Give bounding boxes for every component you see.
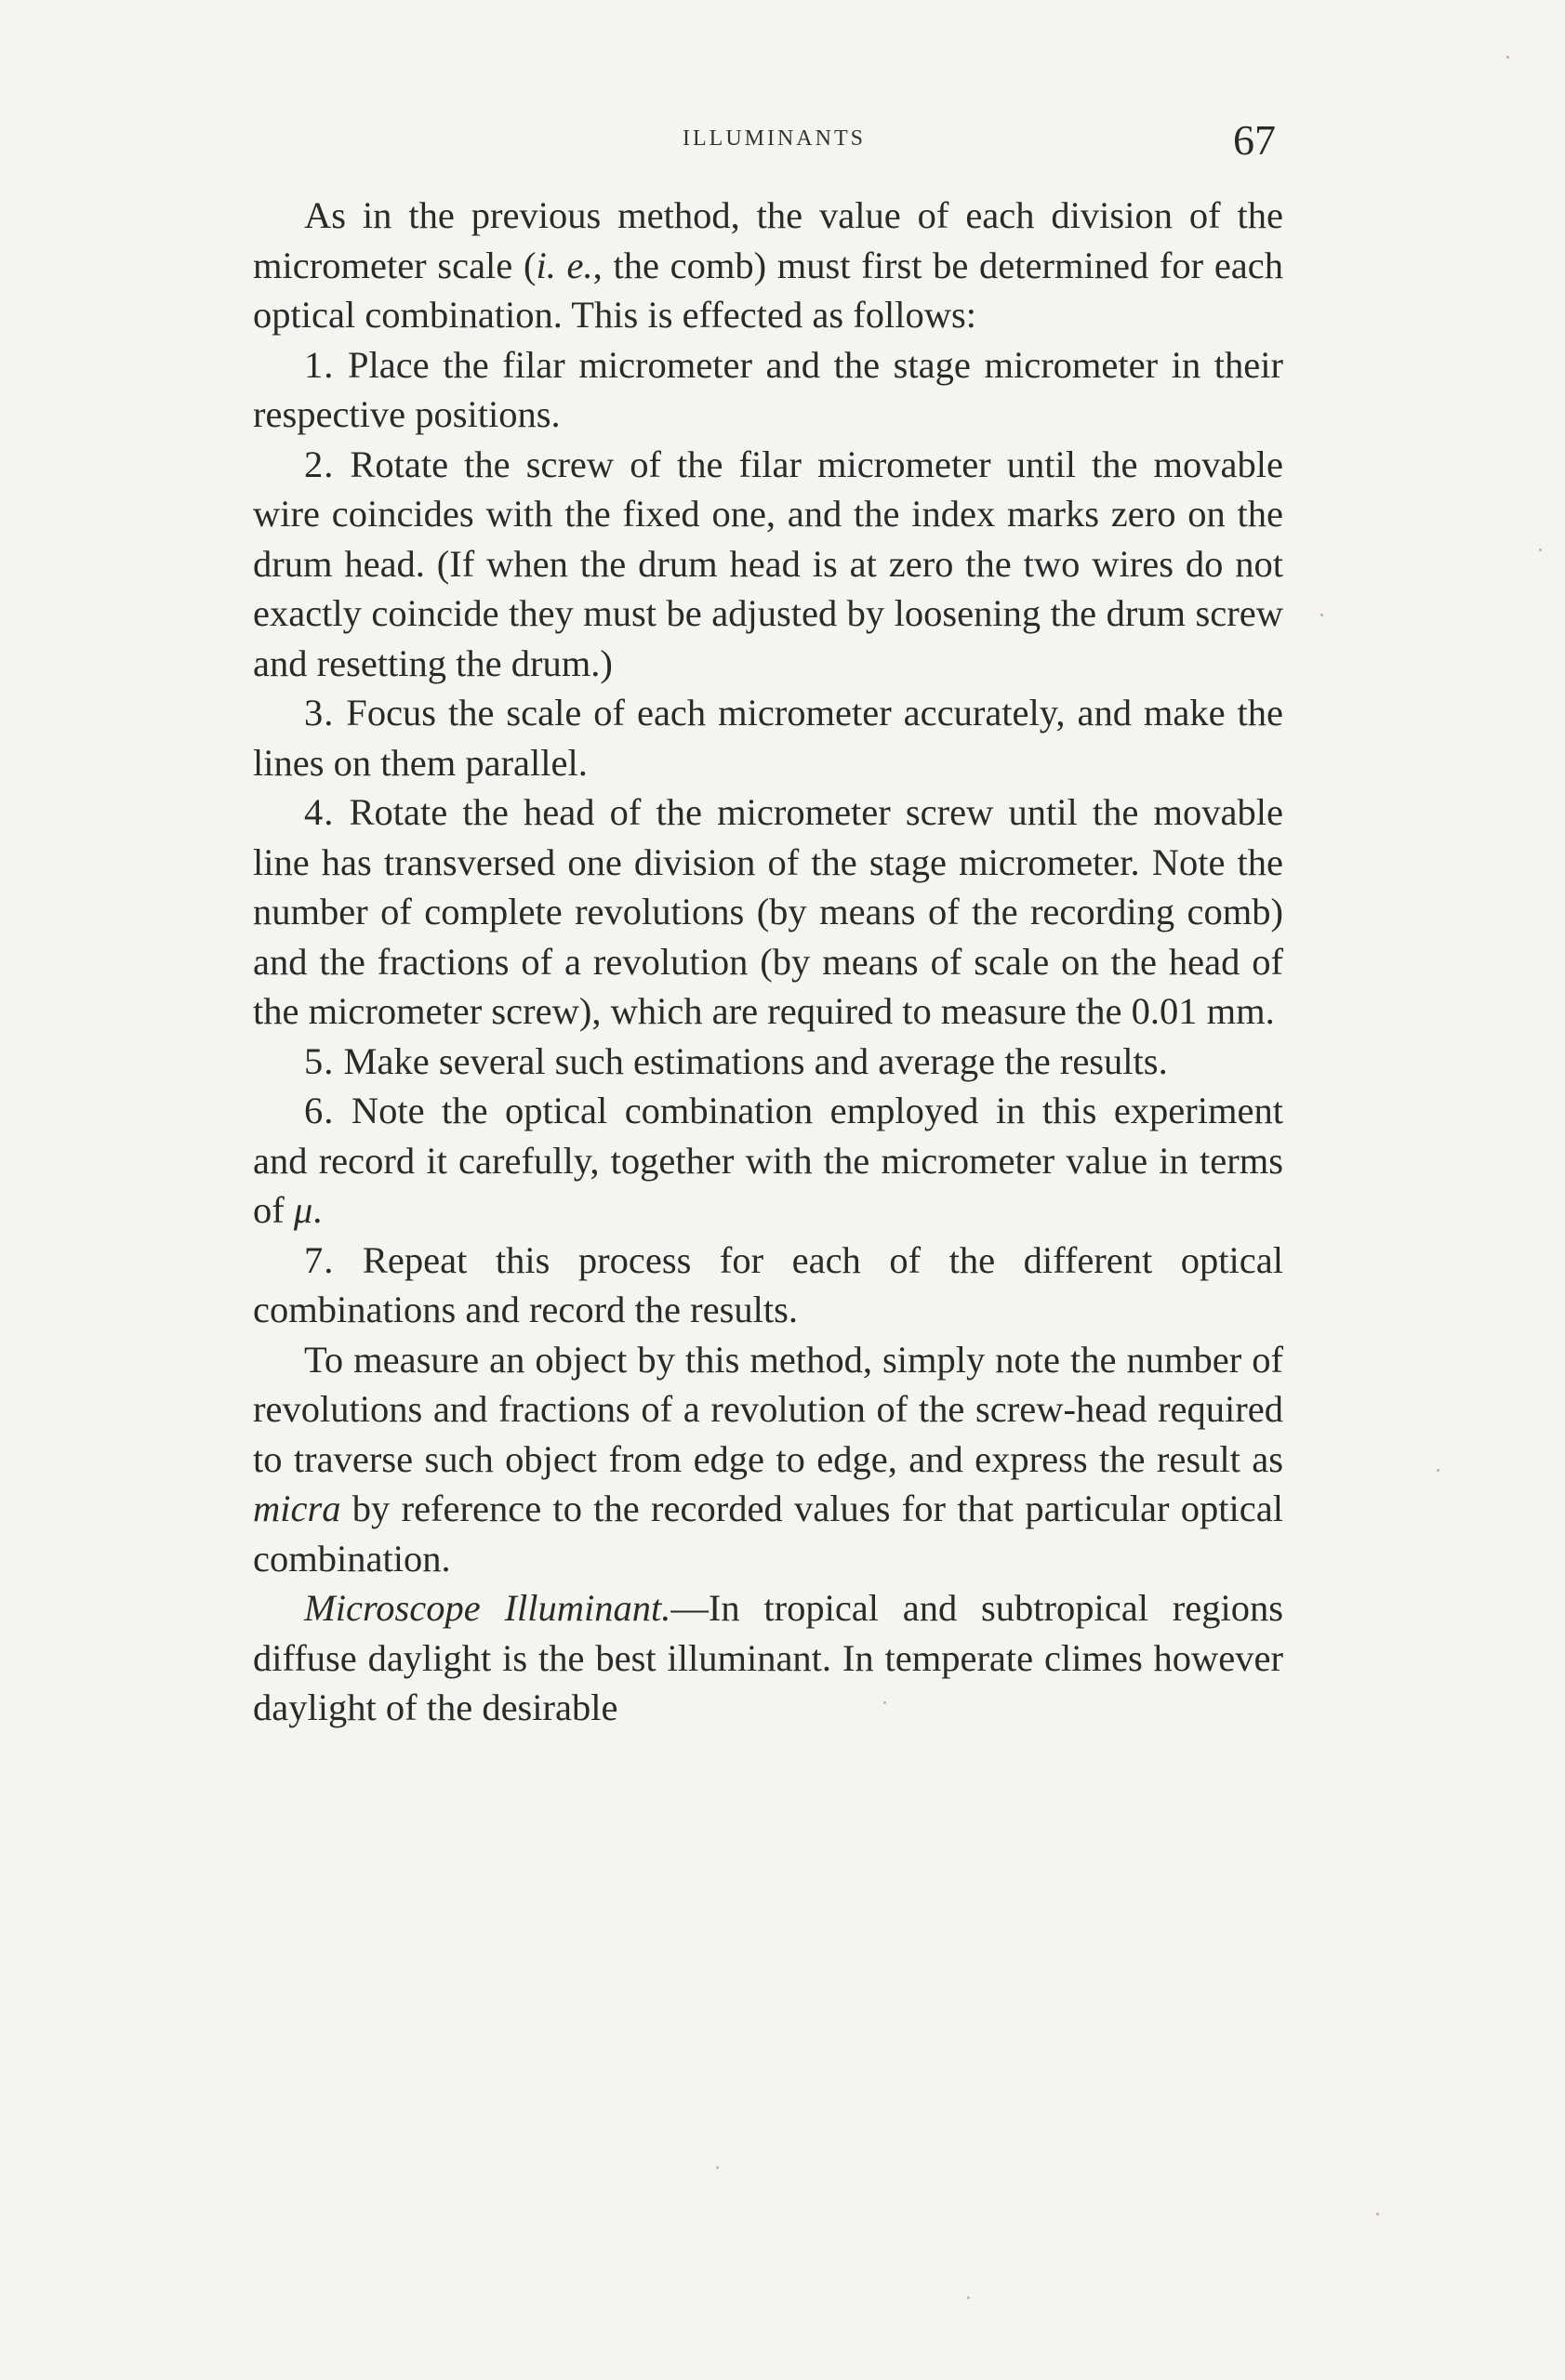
speck bbox=[883, 1701, 886, 1704]
step-number: 6. bbox=[304, 1090, 335, 1131]
paragraph-text: As in the previous method, the value of each division of the micrometer scale ( bbox=[253, 194, 1283, 286]
step-3 bbox=[253, 688, 1283, 787]
step-text: Rotate the head of the micrometer screw until the movable line has transversed one division of the stage micrometer. Note the number of complete revolutions (by means of the recording comb) and the fractions of a revolution (by means of scale on the head of the micrometer screw), which are required to measure the 0.01 mm. bbox=[253, 791, 1283, 1032]
step-7 bbox=[253, 1236, 1283, 1335]
step-text: Repeat this process for each of the different optical combinations and record the results. bbox=[253, 1238, 1283, 1330]
running-head bbox=[256, 116, 1293, 171]
step-4 bbox=[253, 787, 1283, 1037]
speck bbox=[1506, 56, 1509, 59]
paragraph-intro bbox=[253, 191, 1283, 340]
speck bbox=[1376, 2213, 1379, 2215]
paragraph-text: by reference to the recorded values for that particular optical combination. bbox=[253, 1488, 1283, 1580]
step-number: 7. bbox=[304, 1238, 335, 1281]
step-number: 2. bbox=[304, 443, 335, 485]
running-title: ILLUMINANTS bbox=[683, 126, 866, 151]
step-1 bbox=[253, 340, 1283, 440]
paragraph-measure bbox=[253, 1335, 1283, 1584]
step-text: Focus the scale of each micrometer accurately, and make the lines on them parallel. bbox=[253, 692, 1283, 784]
speck bbox=[716, 2166, 719, 2169]
paragraph-text: , the comb) must first be determined for each optical combination. This is effected as follows: bbox=[253, 244, 1283, 336]
speck bbox=[1320, 614, 1323, 616]
speck bbox=[1539, 549, 1542, 551]
paragraph-text: —In tropical and subtropical regions diffuse daylight is the best illuminant. In temperate climes however daylight of the desirable bbox=[253, 1587, 1283, 1728]
step-text: . bbox=[312, 1189, 323, 1231]
paragraph-text: To measure an object by this method, simply note the number of revolutions and fractions of a revolution of the screw-head required to traverse such object from edge to edge, and express the result as bbox=[253, 1338, 1283, 1480]
page-number: 67 bbox=[1233, 116, 1276, 164]
step-number: 3. bbox=[304, 692, 335, 734]
section-heading-italic: Microscope Illuminant. bbox=[304, 1587, 671, 1629]
step-2 bbox=[253, 440, 1283, 689]
mu-symbol: μ bbox=[293, 1189, 313, 1231]
step-number: 1. bbox=[304, 343, 335, 386]
step-text: Rotate the screw of the filar micrometer until the movable wire coincides with the fixed one, and the index marks zero on the drum head. (If when the drum head is at zero the two wires do not exactly coincide they must be adjusted by loosening the drum screw and resetting the drum.) bbox=[253, 443, 1283, 684]
step-text: Note the optical combination employed in this experiment and record it carefully, together with the micrometer value in terms of bbox=[253, 1090, 1283, 1231]
step-text: Place the filar micrometer and the stage micrometer in their respective positions. bbox=[253, 343, 1283, 435]
step-5 bbox=[253, 1037, 1283, 1087]
step-number: 5. bbox=[304, 1039, 335, 1082]
step-6 bbox=[253, 1086, 1283, 1236]
italic-text: micra bbox=[253, 1488, 341, 1529]
body-text bbox=[253, 191, 1283, 1733]
paragraph-illuminant bbox=[253, 1583, 1283, 1733]
step-text: Make several such estimations and average the results. bbox=[334, 1039, 1168, 1082]
italic-text: i. e. bbox=[536, 244, 593, 286]
speck bbox=[1437, 1469, 1439, 1472]
step-number: 4. bbox=[304, 791, 335, 833]
speck bbox=[967, 2296, 970, 2299]
